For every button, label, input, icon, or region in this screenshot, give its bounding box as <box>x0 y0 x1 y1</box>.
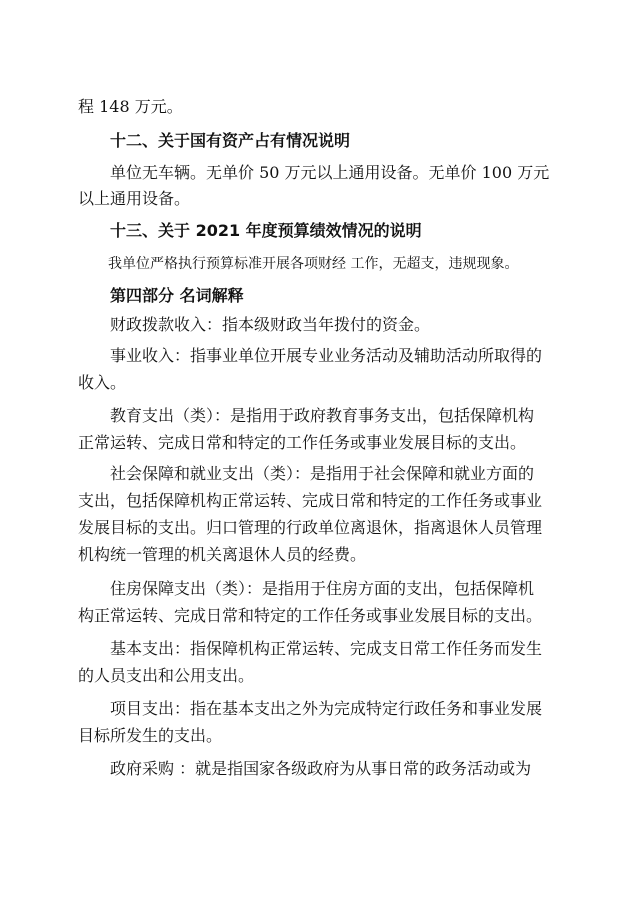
paragraph-line: 的人员支出和公用支出。 <box>78 666 255 685</box>
paragraph-line: 机构统一管理的机关离退休人员的经费。 <box>78 545 367 564</box>
paragraph-line: 目标所发生的支出。 <box>78 726 223 745</box>
paragraph-line: 以上通用设备。 <box>78 189 191 208</box>
paragraph-line: 收入。 <box>78 373 127 392</box>
paragraph-line: 程 148 万元。 <box>78 97 183 116</box>
section-heading-12: 十二、关于国有资产占有情况说明 <box>110 131 351 150</box>
paragraph-line: 住房保障支出（类）：是指用于住房方面的支出，包括保障机 <box>110 579 535 598</box>
paragraph-line: 构正常运转、完成日常和特定的工作任务或事业发展目标的支出。 <box>78 606 543 625</box>
paragraph-line: 财政拨款收入：指本级财政当年拨付的资金。 <box>110 315 431 334</box>
paragraph-line: 单位无车辆。无单价 50 万元以上通用设备。无单价 100 万元 <box>110 163 550 182</box>
part-heading-4: 第四部分 名词解释 <box>110 286 244 305</box>
paragraph-line: 教育支出（类）：是指用于政府教育事务支出，包括保障机构 <box>110 406 535 425</box>
paragraph-line: 基本支出：指保障机构正常运转、完成支日常工作任务而发生 <box>110 639 543 658</box>
section-heading-13: 十三、关于 2021 年度预算绩效情况的说明 <box>110 221 422 240</box>
paragraph-line: 政府采购 ：就是指国家各级政府为从事日常的政务活动或为 <box>110 759 532 778</box>
paragraph-line: 社会保障和就业支出（类）：是指用于社会保障和就业方面的 <box>110 464 535 483</box>
paragraph-line: 事业收入：指事业单位开展专业业务活动及辅助活动所取得的 <box>110 346 543 365</box>
paragraph-line: 正常运转、完成日常和特定的工作任务或事业发展目标的支出。 <box>78 433 527 452</box>
paragraph-line: 支出，包括保障机构正常运转、完成日常和特定的工作任务或事业 <box>78 491 543 510</box>
paragraph-line: 发展目标的支出。归口管理的行政单位离退休，指离退休人员管理 <box>78 518 543 537</box>
paragraph-line: 项目支出：指在基本支出之外为完成特定行政任务和事业发展 <box>110 699 543 718</box>
paragraph-line: 我单位严格执行预算标准开展各项财经 工作，无超支，违规现象。 <box>108 256 519 272</box>
